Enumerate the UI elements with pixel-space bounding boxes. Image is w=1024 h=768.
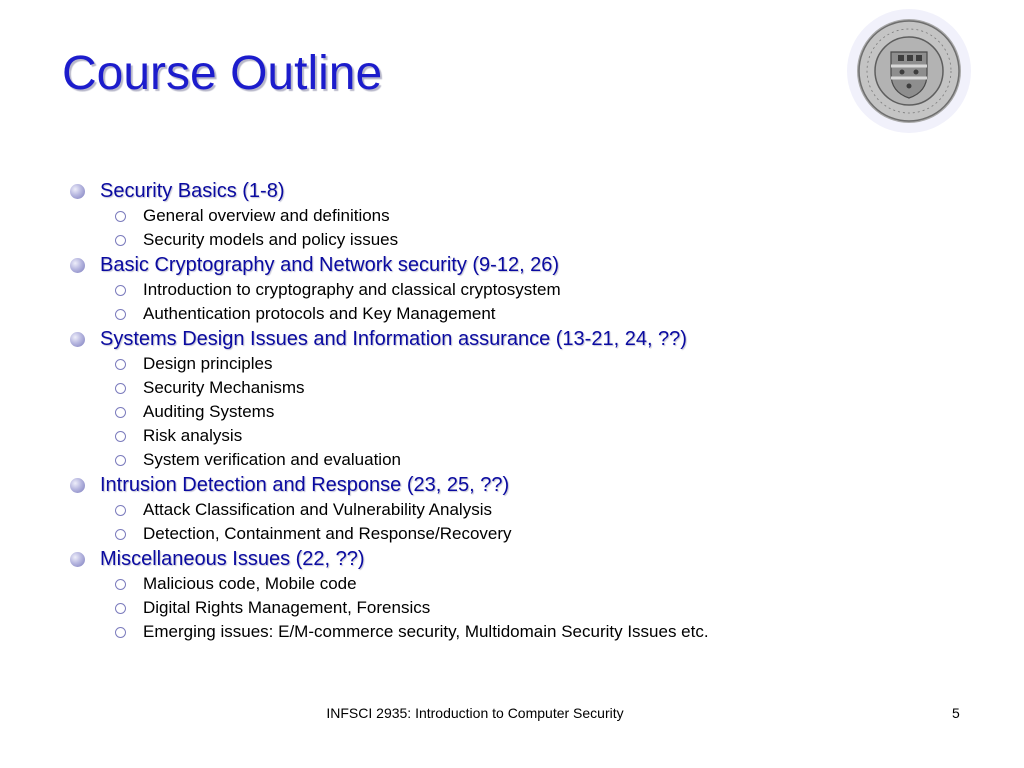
subtopic-list (70, 204, 990, 252)
subtopic-item (115, 448, 990, 472)
subtopic-label: Security models and policy issues (143, 230, 399, 249)
subtopic-list (70, 278, 990, 326)
ring-bullet-icon (115, 211, 126, 222)
ring-bullet-icon (115, 431, 126, 442)
subtopic-label: System verification and evaluation (143, 450, 401, 469)
ring-bullet-icon (115, 627, 126, 638)
subtopic-item (115, 400, 990, 424)
ring-bullet-icon (115, 309, 126, 320)
ring-bullet-icon (115, 407, 126, 418)
subtopic-label: Risk analysis (143, 426, 243, 445)
bullet-icon (70, 184, 85, 199)
university-seal-icon (846, 8, 972, 134)
topic-row (70, 472, 990, 498)
subtopic-label: Attack Classification and Vulnerability Analysis (143, 500, 492, 519)
topic-row (70, 252, 990, 278)
subtopic-list (70, 498, 990, 546)
topic-row (70, 546, 990, 572)
topic-label: Basic Cryptography and Network security (9-12, 26) (100, 253, 560, 276)
topic-label: Systems Design Issues and Information assurance (13-21, 24, ??) (100, 327, 687, 350)
subtopic-label: Emerging issues: E/M-commerce security, Multidomain Security Issues etc. (143, 622, 709, 641)
ring-bullet-icon (115, 359, 126, 370)
bullet-icon (70, 258, 85, 273)
bullet-icon (70, 332, 85, 347)
ring-bullet-icon (115, 235, 126, 246)
topic-label: Miscellaneous Issues (22, ??) (100, 547, 365, 570)
ring-bullet-icon (115, 383, 126, 394)
subtopic-item (115, 204, 990, 228)
topic-row (70, 326, 990, 352)
topic-item (70, 472, 990, 546)
ring-bullet-icon (115, 505, 126, 516)
subtopic-label: Introduction to cryptography and classical cryptosystem (143, 280, 561, 299)
subtopic-list (70, 572, 990, 644)
bullet-icon (70, 552, 85, 567)
subtopic-item (115, 278, 990, 302)
topic-row (70, 178, 990, 204)
subtopic-label: Design principles (143, 354, 273, 373)
ring-bullet-icon (115, 285, 126, 296)
subtopic-list (70, 352, 990, 472)
subtopic-item (115, 228, 990, 252)
topic-item (70, 252, 990, 326)
subtopic-item (115, 352, 990, 376)
ring-bullet-icon (115, 455, 126, 466)
ring-bullet-icon (115, 603, 126, 614)
course-outline-list (70, 178, 990, 644)
slide-title: Course Outline (62, 47, 383, 100)
topic-label: Security Basics (1-8) (100, 179, 285, 202)
subtopic-label: Digital Rights Management, Forensics (143, 598, 431, 617)
subtopic-label: Detection, Containment and Response/Recovery (143, 524, 512, 543)
subtopic-item (115, 498, 990, 522)
topic-item (70, 326, 990, 472)
ring-bullet-icon (115, 529, 126, 540)
subtopic-item (115, 572, 990, 596)
subtopic-item (115, 522, 990, 546)
slide-footer: INFSCI 2935: Introduction to Computer Security (326, 705, 624, 721)
subtopic-label: General overview and definitions (143, 206, 390, 225)
subtopic-label: Security Mechanisms (143, 378, 305, 397)
topic-item (70, 178, 990, 252)
subtopic-item (115, 302, 990, 326)
subtopic-label: Auditing Systems (143, 402, 275, 421)
subtopic-item (115, 376, 990, 400)
page-number: 5 (952, 705, 960, 721)
subtopic-item (115, 620, 990, 644)
ring-bullet-icon (115, 579, 126, 590)
subtopic-item (115, 596, 990, 620)
subtopic-label: Malicious code, Mobile code (143, 574, 357, 593)
topic-label: Intrusion Detection and Response (23, 25, ??) (100, 473, 510, 496)
bullet-icon (70, 478, 85, 493)
subtopic-label: Authentication protocols and Key Management (143, 304, 496, 323)
topic-item (70, 546, 990, 644)
subtopic-item (115, 424, 990, 448)
